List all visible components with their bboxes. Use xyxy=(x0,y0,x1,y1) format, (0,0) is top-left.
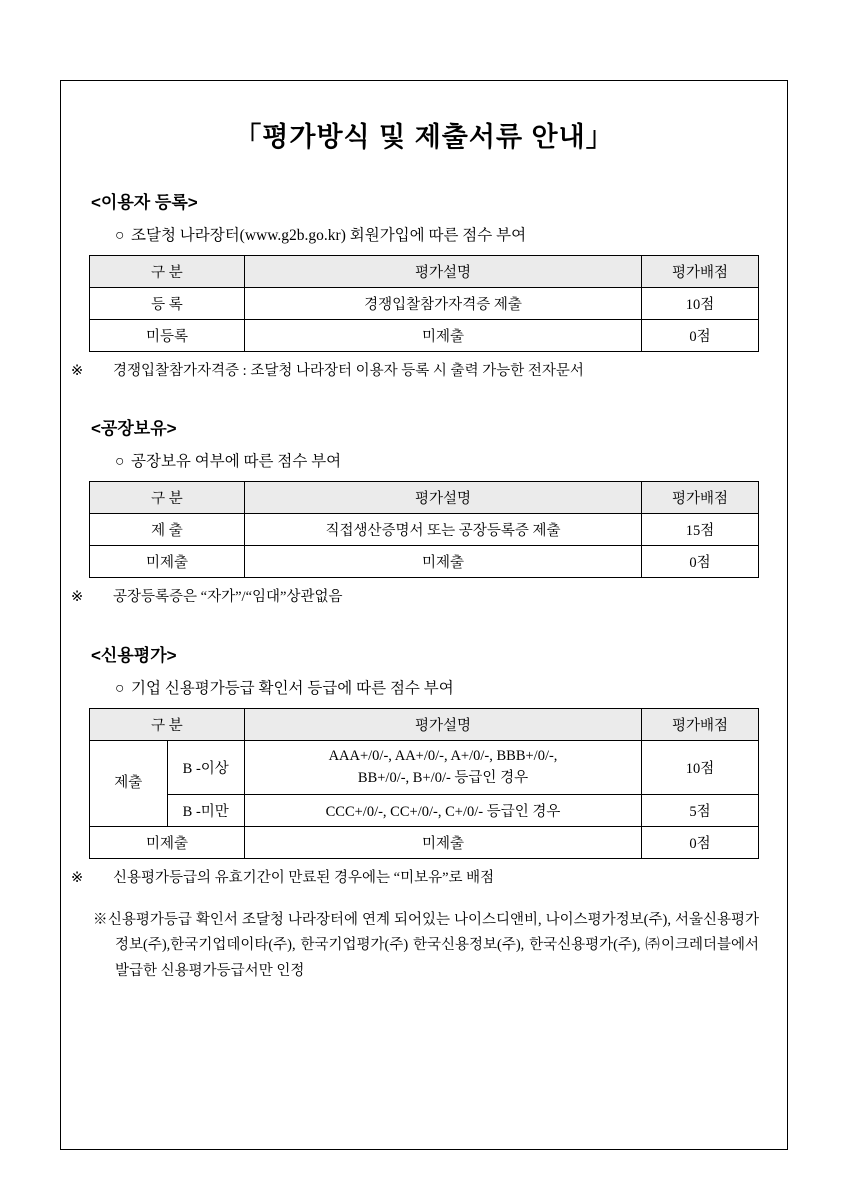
cell-score: 0점 xyxy=(642,827,759,859)
cell-description: 직접생산증명서 또는 공장등록증 제출 xyxy=(245,514,642,546)
cell-score: 5점 xyxy=(642,795,759,827)
note-text: 공장등록증은 “자가”/“임대”상관없음 xyxy=(113,589,343,606)
table-factory-ownership xyxy=(89,481,759,578)
table-row xyxy=(90,795,759,827)
note-text: 경쟁입찰참가자격증 : 조달청 나라장터 이용자 등록 시 출력 가능한 전자문서 xyxy=(113,363,584,379)
cell-score: 10점 xyxy=(642,740,759,795)
page-title: 「평가방식 및 제출서류 안내」 xyxy=(234,122,614,152)
column-header-division: 구 분 xyxy=(90,482,245,514)
table-header-row xyxy=(90,256,759,288)
section-note xyxy=(93,908,759,984)
section-heading: <신용평가> xyxy=(91,645,177,665)
cell-grade: B -미만 xyxy=(167,795,245,827)
section-credit-rating xyxy=(71,641,759,984)
table-header-row xyxy=(90,482,759,514)
cell-division: 등 록 xyxy=(90,288,245,320)
cell-description: 미제출 xyxy=(245,320,642,352)
column-header-description: 평가설명 xyxy=(245,482,642,514)
cell-description: 미제출 xyxy=(245,546,642,578)
column-header-description: 평가설명 xyxy=(245,708,642,740)
cell-division: 제 출 xyxy=(90,514,245,546)
bullet-text: 조달청 나라장터(www.g2b.go.kr) 회원가입에 따른 점수 부여 xyxy=(131,227,527,244)
note-text: 신용평가등급의 유효기간이 만료된 경우에는 “미보유”로 배점 xyxy=(113,870,495,887)
cell-division: 미제출 xyxy=(90,546,245,578)
table-row xyxy=(90,288,759,320)
section-note xyxy=(71,360,759,382)
circle-bullet-icon: ○ xyxy=(115,679,125,697)
note-mark-icon: ※ xyxy=(71,870,84,887)
note-mark-icon: ※ xyxy=(71,589,84,606)
cell-description xyxy=(245,740,642,795)
cell-score: 10점 xyxy=(642,288,759,320)
cell-score: 0점 xyxy=(642,320,759,352)
table-credit-rating xyxy=(89,708,759,860)
column-header-description: 평가설명 xyxy=(245,256,642,288)
column-header-score: 평가배점 xyxy=(642,256,759,288)
cell-grade: B -이상 xyxy=(167,740,245,795)
table-row xyxy=(90,827,759,859)
section-heading: <공장보유> xyxy=(91,419,177,439)
section-bullet xyxy=(115,223,759,245)
note-mark-icon: ※ xyxy=(71,363,84,379)
cell-score: 15점 xyxy=(642,514,759,546)
cell-group-submitted: 제출 xyxy=(90,740,168,827)
column-header-score: 평가배점 xyxy=(642,482,759,514)
table-row xyxy=(90,514,759,546)
circle-bullet-icon: ○ xyxy=(115,453,125,471)
section-user-registration xyxy=(71,188,759,382)
document-page xyxy=(60,80,788,1150)
note-text: 신용평가등급 확인서 조달청 나라장터에 연계 되어있는 나이스디앤비, 나이스평가정보(주), 서울신용평가정보(주),한국기업데이타(주), 한국기업평가(주) 한국신용정보(주), 한국신용평가(주), ㈜이크레더블에서 발급한 신용평가등급서만 인정 xyxy=(107,911,759,979)
circle-bullet-icon: ○ xyxy=(115,227,125,244)
bullet-text: 공장보유 여부에 따른 점수 부여 xyxy=(131,453,342,471)
section-bullet xyxy=(115,449,759,471)
cell-division: 미제출 xyxy=(90,827,245,859)
table-row xyxy=(90,546,759,578)
table-row xyxy=(90,740,759,795)
cell-description: 미제출 xyxy=(245,827,642,859)
description-line-2: BB+/0/-, B+/0/- 등급인 경우 xyxy=(357,769,529,786)
spacer xyxy=(89,400,759,414)
section-bullet xyxy=(115,676,759,698)
cell-description: CCC+/0/-, CC+/0/-, C+/0/- 등급인 경우 xyxy=(245,795,642,827)
description-line-1: AAA+/0/-, AA+/0/-, A+/0/-, BBB+/0/-, xyxy=(328,747,558,764)
cell-division: 미등록 xyxy=(90,320,245,352)
cell-score: 0점 xyxy=(642,546,759,578)
section-heading: <이용자 등록> xyxy=(91,193,198,212)
note-mark-icon: ※ xyxy=(93,911,108,928)
table-row xyxy=(90,320,759,352)
section-factory-ownership xyxy=(71,414,759,608)
column-header-division: 구 분 xyxy=(90,708,245,740)
section-note xyxy=(71,867,759,889)
spacer xyxy=(89,627,759,641)
bullet-text: 기업 신용평가등급 확인서 등급에 따른 점수 부여 xyxy=(131,679,454,697)
column-header-score: 평가배점 xyxy=(642,708,759,740)
column-header-division: 구 분 xyxy=(90,256,245,288)
section-note xyxy=(71,586,759,608)
table-user-registration xyxy=(89,255,759,352)
table-header-row xyxy=(90,708,759,740)
cell-description: 경쟁입찰참가자격증 제출 xyxy=(245,288,642,320)
